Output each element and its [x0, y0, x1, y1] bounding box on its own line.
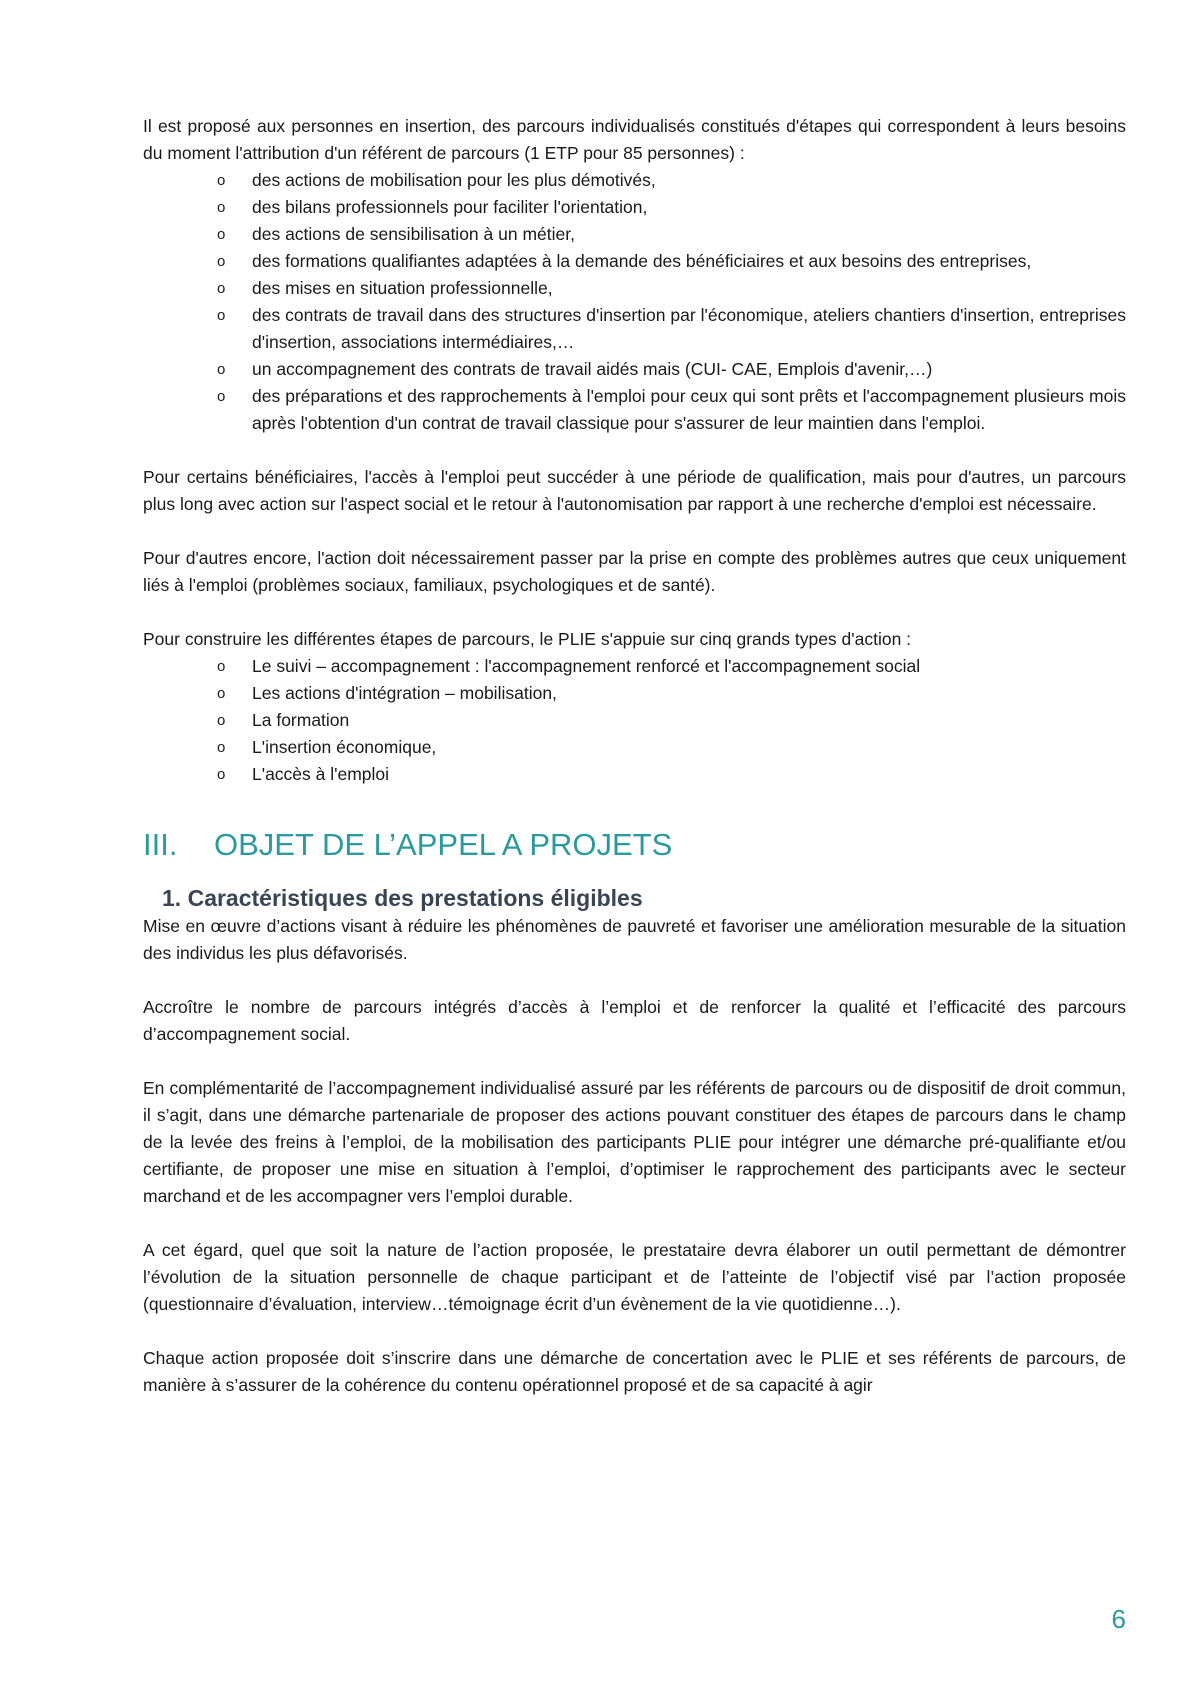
bullet-icon: o — [217, 658, 226, 675]
action-types-list — [143, 653, 1126, 788]
bullet-icon: o — [217, 307, 226, 324]
body-paragraph: A cet égard, quel que soit la nature de l’action proposée, le prestataire devra élaborer un outil permettant de démontrer l’évolution de la situation personnelle de chaque participant et de l’atteinte de l’objectif visé par l’action proposée (questionnaire d’évaluation, interview…témoignage écrit d’un évènement de la vie quotidienne…). — [143, 1240, 1126, 1314]
page-number: 6 — [1111, 1604, 1126, 1634]
bullet-icon: o — [217, 388, 226, 405]
intro-paragraph: Il est proposé aux personnes en insertion, des parcours individualisés constitués d'étapes qui correspondent à leurs besoins du moment l'attribution d'un référent de parcours (1 ETP pour 85 personnes) : — [143, 116, 1126, 163]
list-item: o La formation — [143, 707, 1126, 734]
list-item: o des bilans professionnels pour faciliter l'orientation, — [143, 194, 1126, 221]
bullet-icon: o — [217, 199, 226, 216]
bullet-icon: o — [217, 766, 226, 783]
body-paragraph: Chaque action proposée doit s’inscrire dans une démarche de concertation avec le PLIE et ses référents de parcours, de manière à s’assurer de la cohérence du contenu opérationnel proposé et de sa capacité à agir — [143, 1348, 1126, 1395]
bullet-icon: o — [217, 172, 226, 189]
list-item: o L'accès à l'emploi — [143, 761, 1126, 788]
list-item: o des actions de sensibilisation à un métier, — [143, 221, 1126, 248]
bullet-icon: o — [217, 253, 226, 270]
bullet-icon: o — [217, 361, 226, 378]
section-title: OBJET DE L’APPEL A PROJETS — [214, 827, 673, 862]
body-paragraph: Accroître le nombre de parcours intégrés d’accès à l’emploi et de renforcer la qualité et l’efficacité des parcours d’accompagnement social. — [143, 997, 1126, 1044]
body-paragraph: En complémentarité de l’accompagnement individualisé assuré par les référents de parcours ou de dispositif de droit commun, il s’agit, dans une démarche partenariale de proposer des actions pouvant constituer des étapes de parcours dans le champ de la levée des freins à l’emploi, de la mobilisation des participants PLIE pour intégrer une démarche pré-qualifiante et/ou certifiante, de proposer une mise en situation à l’emploi, d’optimiser le rapprochement des participants avec le secteur marchand et de les accompagner vers l’emploi durable. — [143, 1078, 1126, 1206]
subsection-number: 1. — [162, 885, 182, 911]
list-item: o des préparations et des rapprochements à l'emploi pour ceux qui sont prêts et l'accompagnement plusieurs mois après l'obtention d'un contrat de travail classique pour s'assurer de leur maintien dans l'emploi. — [143, 383, 1126, 437]
section-number: III. — [143, 827, 178, 862]
subsection-title: Caractéristiques des prestations éligibles — [187, 885, 643, 911]
bullet-icon: o — [217, 685, 226, 702]
autres-paragraph: Pour d'autres encore, l'action doit nécessairement passer par la prise en compte des problèmes autres que ceux uniquement liés à l'emploi (problèmes sociaux, familiaux, psychologiques et de santé). — [143, 548, 1126, 595]
parcours-list — [143, 167, 1126, 437]
bullet-icon: o — [217, 280, 226, 297]
list-item: o L'insertion économique, — [143, 734, 1126, 761]
list-item: o Les actions d'intégration – mobilisation, — [143, 680, 1126, 707]
list-item: o des mises en situation professionnelle, — [143, 275, 1126, 302]
list-item: o des formations qualifiantes adaptées à la demande des bénéficiaires et aux besoins des entreprises, — [143, 248, 1126, 275]
qualification-paragraph: Pour certains bénéficiaires, l'accès à l'emploi peut succéder à une période de qualification, mais pour d'autres, un parcours plus long avec action sur l'aspect social et le retour à l'autonomisation par rapport à une recherche d'emploi est nécessaire. — [143, 467, 1126, 514]
list-item: o un accompagnement des contrats de travail aidés mais (CUI- CAE, Emplois d'avenir,…) — [143, 356, 1126, 383]
bullet-icon: o — [217, 226, 226, 243]
list-item: o Le suivi – accompagnement : l'accompagnement renforcé et l'accompagnement social — [143, 653, 1126, 680]
list-item: o des actions de mobilisation pour les plus démotivés, — [143, 167, 1126, 194]
bullet-icon: o — [217, 712, 226, 729]
construire-paragraph: Pour construire les différentes étapes de parcours, le PLIE s'appuie sur cinq grands types d'action : — [143, 629, 912, 649]
bullet-icon: o — [217, 739, 226, 756]
subsection-heading — [143, 883, 1126, 913]
list-item: o des contrats de travail dans des structures d'insertion par l'économique, ateliers chantiers d'insertion, entreprises d'insertion, associations intermédiaires,… — [143, 302, 1126, 356]
page-content — [143, 113, 1126, 1399]
body-paragraph: Mise en œuvre d’actions visant à réduire les phénomènes de pauvreté et favoriser une amélioration mesurable de la situation des individus les plus défavorisés. — [143, 916, 1126, 963]
section-heading — [143, 825, 1126, 865]
